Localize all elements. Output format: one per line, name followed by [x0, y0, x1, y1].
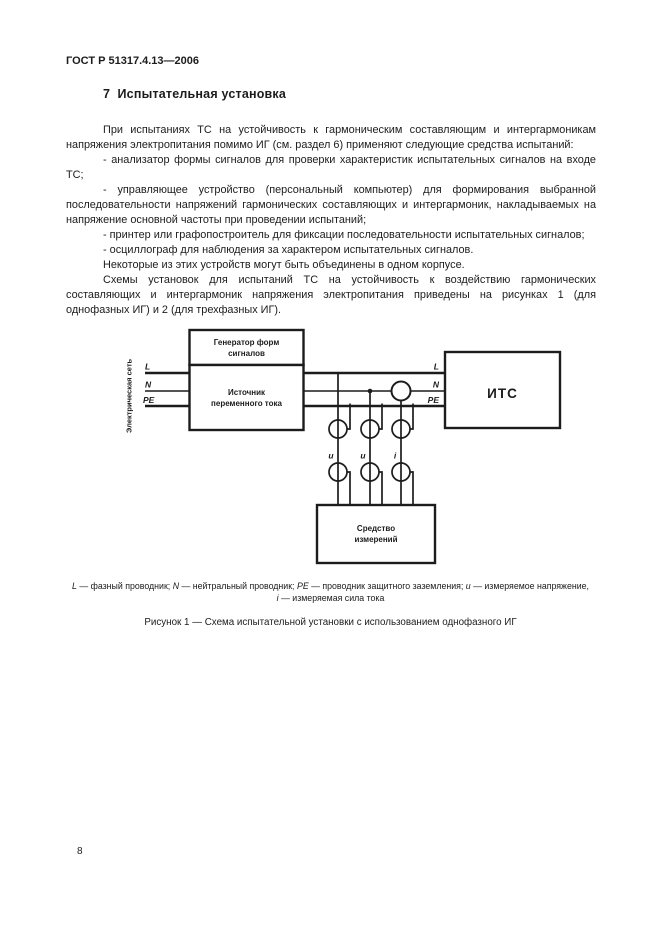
- current-transformer-circle: [392, 382, 411, 401]
- l-label-right: L: [433, 361, 439, 372]
- source-box-label-line2: переменного тока: [211, 399, 282, 408]
- list-item: - управляющее устройство (персональный компьютер) для формирования выбранной последовательности напряжений гармонических составляющих и интергармоник, накладываемых на напряжение основной частоты при проведении испытаний;: [66, 184, 596, 226]
- channel-2-label: u: [360, 450, 366, 461]
- channel-1-meter-hook: [347, 472, 350, 505]
- channel-1-label: u: [328, 450, 334, 461]
- meter-box-label-line2: измерений: [354, 535, 398, 544]
- figure-legend: [40, 581, 621, 604]
- list-item: - принтер или графопостроитель для фиксации последовательности испытательных сигналов;: [103, 229, 585, 241]
- n-label-right: N: [432, 379, 439, 390]
- page-number: 8: [77, 846, 83, 857]
- paragraph: При испытаниях ТС на устойчивость к гармоническим составляющим и интергармоникам напряжения электропитания помимо ИГ (см. раздел 6) применяют следующие средства испытаний:: [66, 124, 596, 151]
- paragraph: Некоторые из этих устройств могут быть объединены в одном корпусе.: [103, 259, 465, 271]
- channel-2-meter-hook: [379, 472, 382, 505]
- test-setup-schematic: [95, 322, 575, 572]
- channel-3-meter-hook: [410, 472, 413, 505]
- meter-box-label-line1: Средство: [356, 524, 396, 533]
- mains-network-label: Электрическая сеть: [124, 358, 134, 433]
- n-label-left: N: [145, 379, 152, 390]
- figure-1-diagram: [95, 322, 575, 572]
- generator-box-label-line2: сигналов: [228, 349, 265, 358]
- legend-line-1: L — фазный проводник; N — нейтральный проводник; PE — проводник защитного заземления; u — измеряемое напряжение,: [72, 581, 589, 591]
- generator-box: [190, 330, 304, 365]
- channel-3-pe-hook: [410, 404, 413, 430]
- pe-label-right: PE: [427, 395, 439, 405]
- figure-caption: Рисунок 1 — Схема испытательной установки с использованием однофазного ИГ: [144, 617, 517, 628]
- body-text: [66, 123, 596, 318]
- pe-label-left: PE: [143, 395, 155, 405]
- channel-2-pe-hook: [379, 404, 382, 430]
- eut-box-label: ИТС: [487, 386, 518, 401]
- source-box-label-line1: Источник: [227, 388, 266, 397]
- source-box: [190, 365, 304, 430]
- l-label-left: L: [145, 361, 151, 372]
- section-heading: 7 Испытательная установка: [103, 87, 287, 101]
- channel-3-label: i: [393, 450, 397, 461]
- generator-box-label-line1: Генератор форм: [213, 338, 280, 347]
- standard-number-header: ГОСТ Р 51317.4.13—2006: [66, 55, 200, 67]
- legend-line-2: i — измеряемая сила тока: [276, 592, 385, 603]
- paragraph: Схемы установок для испытаний ТС на устойчивость к воздействию гармонических составляющих и интергармоник напряжения электропитания приведены на рисунках 1 (для однофазных ИГ) и 2 (для трехфазных ИГ).: [66, 274, 596, 316]
- meter-box: [317, 505, 435, 563]
- n-junction-dot: [368, 389, 373, 394]
- channel-1-pe-hook: [347, 404, 350, 430]
- list-item: - осциллограф для наблюдения за характером испытательных сигналов.: [103, 244, 474, 256]
- list-item: - анализатор формы сигналов для проверки характеристик испытательных сигналов на входе ТС;: [66, 154, 596, 181]
